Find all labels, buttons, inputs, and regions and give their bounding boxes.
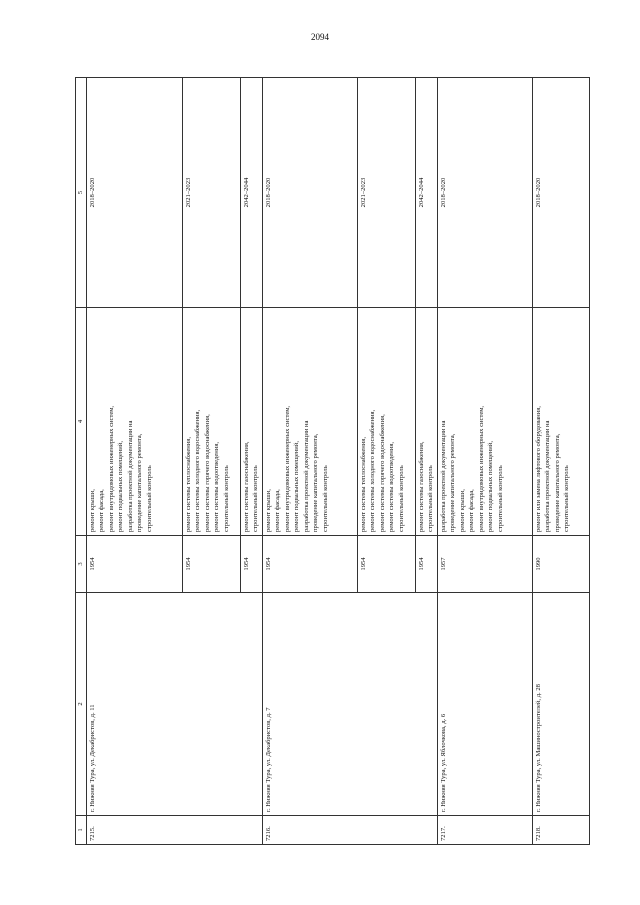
work-item: ремонт внутридомовых инженерных систем, [283,405,291,532]
work-item: ремонт крыши, [458,489,466,532]
address-cell: г. Нижняя Тура, ул. Декабристов, д. 7 [262,593,437,816]
repair-schedule-table [75,77,590,845]
work-item: проведение капитального ремонта, [136,433,144,532]
row-number: 7216. [262,816,437,845]
table-row [532,78,589,845]
work-item: ремонт фасада, [98,489,106,532]
work-item: ремонт системы теплоснабжения, [184,437,192,532]
work-item: ремонт подвальных помещений, [117,441,125,532]
work-item: разработка проектной документации на [302,420,310,532]
address-cell: г. Нижняя Тура, ул. Машиностроителей, д. 28 [532,593,589,816]
work-item: ремонт системы холодного водоснабжения, [369,409,377,532]
work-item: ремонт фасада, [274,489,282,532]
row-number: 7217. [437,816,532,845]
works-cell [437,308,532,536]
work-item: ремонт фасада, [468,489,476,532]
period-cell: 2018–2020 [86,78,182,308]
column-header: 2 [76,593,87,816]
year-cell: 1954 [86,536,182,593]
column-header: 4 [76,308,87,536]
work-item: ремонт системы водоотведения, [388,441,396,532]
rotated-sheet [75,78,590,845]
work-item: проведение капитального ремонта, [449,433,457,532]
work-item: строительный контроль [427,465,435,532]
table-area [75,78,590,845]
table-row [262,78,357,845]
work-item: проведение капитального ремонта, [553,433,561,532]
work-item: проведение капитального ремонта, [312,433,320,532]
works-cell [240,308,262,536]
works-cell [532,308,589,536]
period-cell: 2021–2023 [357,78,415,308]
work-item: ремонт системы холодного водоснабжения, [194,409,202,532]
work-item: ремонт внутридомовых инженерных систем, [107,405,115,532]
table-row [437,78,532,845]
work-item: ремонт внутридомовых инженерных систем, [477,405,485,532]
work-item: строительный контроль [563,465,571,532]
work-item: строительный контроль [397,465,405,532]
column-header: 3 [76,536,87,593]
work-item: разработка проектной документации на [439,420,447,532]
works-cell [86,308,182,536]
year-cell: 1954 [357,536,415,593]
period-cell: 2021–2023 [182,78,240,308]
period-cell: 2042–2044 [415,78,437,308]
work-item: строительный контроль [252,465,260,532]
address-cell: г. Нижняя Тура, ул. Яблочкова, д. 6 [437,593,532,816]
row-number: 7215. [86,816,262,845]
work-item: ремонт подвальных помещений, [293,441,301,532]
year-cell: 1957 [437,536,532,593]
work-item: строительный контроль [497,465,505,532]
work-item: ремонт подвальных помещений, [487,441,495,532]
column-number-row [76,78,87,845]
work-item: ремонт крыши, [88,489,96,532]
address-cell: г. Нижняя Тура, ул. Декабристов, д. 11 [86,593,262,816]
period-cell: 2042–2044 [240,78,262,308]
work-item: разработка проектной документации на [126,420,134,532]
works-cell [415,308,437,536]
year-cell: 1954 [415,536,437,593]
year-cell: 1990 [532,536,589,593]
column-header: 1 [76,816,87,845]
work-item: ремонт крыши, [264,489,272,532]
column-header: 5 [76,78,87,308]
work-item: разработка проектной документации на [544,420,552,532]
work-item: ремонт системы горячего водоснабжения, [203,414,211,532]
period-cell: 2018–2020 [532,78,589,308]
period-cell: 2018–2020 [437,78,532,308]
work-item: ремонт системы горячего водоснабжения, [378,414,386,532]
work-item: ремонт или замена лифтового оборудования, [534,406,542,532]
work-item: ремонт системы водоотведения, [213,441,221,532]
work-item: ремонт системы газоснабжения, [242,441,250,532]
work-item: ремонт системы газоснабжения, [417,441,425,532]
table-row [86,78,182,845]
works-cell [182,308,240,536]
works-cell [262,308,357,536]
row-number: 7218. [532,816,589,845]
works-cell [357,308,415,536]
work-item: строительный контроль [321,465,329,532]
year-cell: 1954 [262,536,357,593]
year-cell: 1954 [182,536,240,593]
period-cell: 2018–2020 [262,78,357,308]
year-cell: 1954 [240,536,262,593]
work-item: строительный контроль [222,465,230,532]
page-number: 2094 [311,32,329,42]
work-item: строительный контроль [145,465,153,532]
work-item: ремонт системы теплоснабжения, [359,437,367,532]
